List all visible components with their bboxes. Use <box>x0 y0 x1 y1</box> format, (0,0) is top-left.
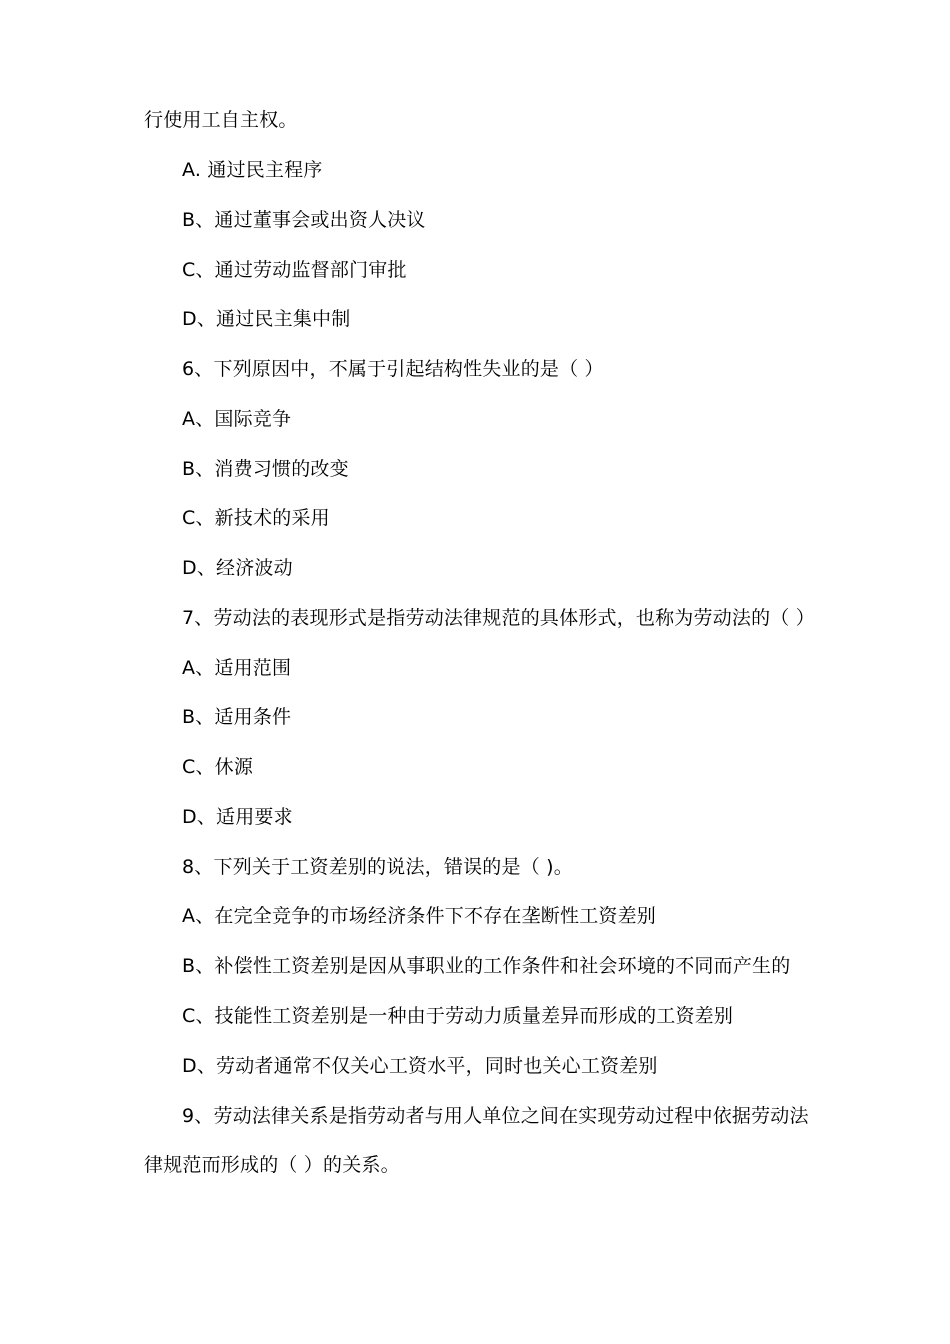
question-6: 6、下列原因中，不属于引起结构性失业的是（ ） <box>182 358 604 380</box>
q8-option-d: D、劳动者通常不仅关心工资水平，同时也关心工资差别 <box>182 1055 658 1077</box>
q7-option-d: D、适用要求 <box>182 806 293 828</box>
question-9: 9、劳动法律关系是指劳动者与用人单位之间在实现劳动过程中依据劳动法 <box>182 1105 809 1127</box>
q5-option-b: B、通过董事会或出资人决议 <box>182 209 426 231</box>
q7-option-a: A、适用范围 <box>182 657 292 679</box>
text-line-continuation: 行使用工自主权。 <box>144 109 298 131</box>
q8-option-a: A、在完全竞争的市场经济条件下不存在垄断性工资差别 <box>182 905 656 927</box>
q5-option-d: D、通过民主集中制 <box>182 308 351 330</box>
question-7: 7、劳动法的表现形式是指劳动法律规范的具体形式，也称为劳动法的（ ） <box>182 607 815 629</box>
q6-option-d: D、经济波动 <box>182 557 293 579</box>
q8-option-c: C、技能性工资差别是一种由于劳动力质量差异而形成的工资差别 <box>182 1005 734 1027</box>
q8-option-b: B、补偿性工资差别是因从事职业的工作条件和社会环境的不同而产生的 <box>182 955 791 977</box>
q6-option-a: A、国际竞争 <box>182 408 292 430</box>
q7-option-b: B、适用条件 <box>182 706 292 728</box>
q5-option-c: C、通过劳动监督部门审批 <box>182 259 407 281</box>
q6-option-c: C、新技术的采用 <box>182 507 330 529</box>
q7-option-c: C、休源 <box>182 756 254 778</box>
question-8: 8、下列关于工资差别的说法，错误的是（ )。 <box>182 856 573 878</box>
q6-option-b: B、消费习惯的改变 <box>182 458 349 480</box>
q5-option-a: A. 通过民主程序 <box>182 159 323 181</box>
question-9-continuation: 律规范而形成的（ ）的关系。 <box>144 1154 400 1176</box>
